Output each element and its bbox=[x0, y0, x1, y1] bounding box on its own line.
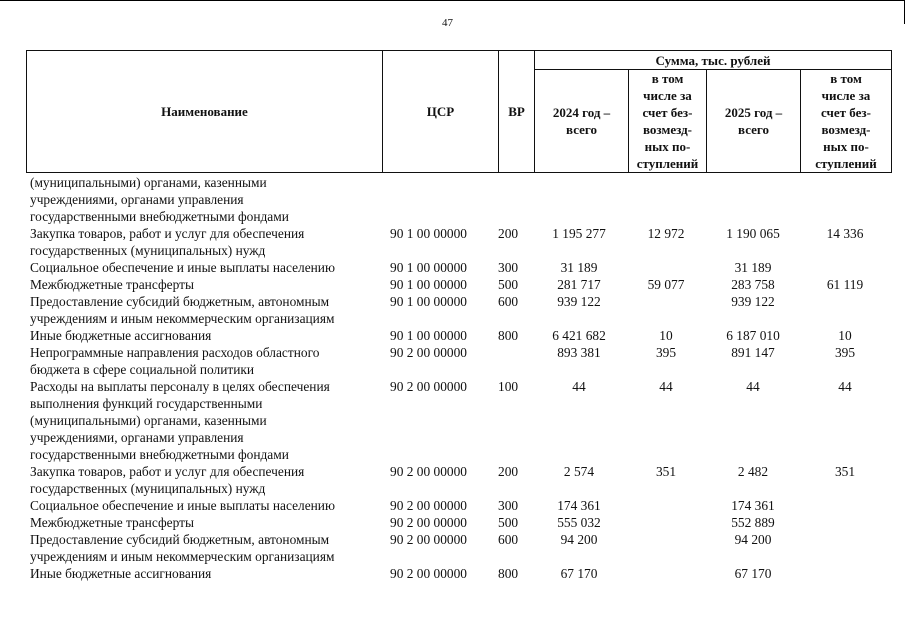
row-2024-total: 94 200 bbox=[560, 532, 598, 547]
row-2025-total: 552 889 bbox=[731, 515, 775, 530]
row-csr: 90 2 00 00000 bbox=[390, 498, 467, 513]
row-2024-total: 555 032 bbox=[557, 515, 601, 530]
page-number: 47 bbox=[442, 17, 453, 29]
table-header bbox=[26, 50, 892, 173]
row-2025-free: 395 bbox=[834, 345, 856, 360]
row-2024-free: 59 077 bbox=[647, 277, 685, 292]
row-name: Иные бюджетные ассигнования bbox=[30, 328, 212, 343]
row-name: Расходы на выплаты персоналу в целях обеспечения выполнения функций государственными (муниципальными) органами, казенными учреждениями, органами управления государственными внебюджетными фондами bbox=[30, 379, 330, 462]
row-2025-total: 2 482 bbox=[737, 464, 769, 479]
row-vr: 800 bbox=[498, 566, 519, 581]
row-vr: 200 bbox=[498, 464, 519, 479]
row-2024-total: 1 195 277 bbox=[552, 226, 606, 241]
row-2025-free: 44 bbox=[838, 379, 852, 394]
table-row bbox=[0, 259, 905, 276]
row-2025-free: 14 336 bbox=[826, 226, 864, 241]
row-vr: 500 bbox=[498, 277, 519, 292]
row-2025-total: 939 122 bbox=[731, 294, 775, 309]
table-row bbox=[0, 531, 905, 565]
header-sum-group: Сумма, тыс. рублей bbox=[535, 51, 892, 70]
row-vr: 300 bbox=[498, 260, 519, 275]
row-name: Предоставление субсидий бюджетным, автономным учреждениям и иным некоммерческим организациям bbox=[30, 294, 335, 326]
row-vr: 500 bbox=[498, 515, 519, 530]
header-2025-total: 2025 год – всего bbox=[707, 70, 801, 173]
row-2025-free: 351 bbox=[834, 464, 856, 479]
row-2024-free: 351 bbox=[655, 464, 677, 479]
row-2024-free: 395 bbox=[655, 345, 677, 360]
table-row bbox=[0, 463, 905, 497]
row-2024-total: 939 122 bbox=[557, 294, 601, 309]
row-vr: 200 bbox=[498, 226, 519, 241]
row-2025-total: 94 200 bbox=[734, 532, 772, 547]
row-2024-total: 31 189 bbox=[560, 260, 598, 275]
row-csr: 90 1 00 00000 bbox=[390, 294, 467, 309]
row-2025-total: 283 758 bbox=[731, 277, 775, 292]
header-csr: ЦСР bbox=[383, 51, 499, 173]
row-csr: 90 2 00 00000 bbox=[390, 532, 467, 547]
row-2025-total: 67 170 bbox=[734, 566, 772, 581]
row-2024-total: 281 717 bbox=[557, 277, 601, 292]
row-2024-free: 12 972 bbox=[647, 226, 685, 241]
row-name: Межбюджетные трансферты bbox=[30, 277, 194, 292]
header-2025-free: в том числе за счет без- возмезд- ных по- ступлений bbox=[801, 70, 892, 173]
row-2024-total: 2 574 bbox=[563, 464, 595, 479]
row-name: Закупка товаров, работ и услуг для обеспечения государственных (муниципальных) нужд bbox=[30, 226, 305, 258]
row-csr: 90 1 00 00000 bbox=[390, 277, 467, 292]
row-name: Предоставление субсидий бюджетным, автономным учреждениям и иным некоммерческим организациям bbox=[30, 532, 335, 564]
table-row bbox=[0, 344, 905, 378]
row-vr: 100 bbox=[498, 379, 519, 394]
row-2024-total: 174 361 bbox=[557, 498, 601, 513]
table-row bbox=[0, 378, 905, 463]
table-row bbox=[0, 174, 905, 225]
row-csr: 90 2 00 00000 bbox=[390, 345, 467, 360]
row-2024-total: 893 381 bbox=[557, 345, 601, 360]
header-vr: ВР bbox=[499, 51, 535, 173]
page-top-edge bbox=[0, 0, 905, 1]
table-body bbox=[0, 174, 905, 582]
row-name: Закупка товаров, работ и услуг для обеспечения государственных (муниципальных) нужд bbox=[30, 464, 305, 496]
row-2025-total: 174 361 bbox=[731, 498, 775, 513]
row-2024-total: 67 170 bbox=[560, 566, 598, 581]
header-name: Наименование bbox=[27, 51, 383, 173]
table-row bbox=[0, 565, 905, 582]
table-row bbox=[0, 293, 905, 327]
row-2024-total: 44 bbox=[572, 379, 586, 394]
row-csr: 90 2 00 00000 bbox=[390, 464, 467, 479]
row-2025-total: 6 187 010 bbox=[726, 328, 780, 343]
row-vr: 600 bbox=[498, 532, 519, 547]
row-csr: 90 1 00 00000 bbox=[390, 226, 467, 241]
row-2024-free: 44 bbox=[659, 379, 673, 394]
row-2024-total: 6 421 682 bbox=[552, 328, 606, 343]
row-csr: 90 1 00 00000 bbox=[390, 328, 467, 343]
row-name: Межбюджетные трансферты bbox=[30, 515, 194, 530]
row-2024-free: 10 bbox=[659, 328, 673, 343]
row-vr: 800 bbox=[498, 328, 519, 343]
header-2024-total: 2024 год – всего bbox=[535, 70, 629, 173]
row-csr: 90 2 00 00000 bbox=[390, 566, 467, 581]
row-name: Социальное обеспечение и иные выплаты населению bbox=[30, 260, 335, 275]
table-row bbox=[0, 497, 905, 514]
row-2025-total: 31 189 bbox=[734, 260, 772, 275]
row-name: Непрограммные направления расходов областного бюджета в сфере социальной политики bbox=[30, 345, 320, 377]
row-name: Социальное обеспечение и иные выплаты населению bbox=[30, 498, 335, 513]
table-row bbox=[0, 276, 905, 293]
row-csr: 90 2 00 00000 bbox=[390, 379, 467, 394]
row-vr: 600 bbox=[498, 294, 519, 309]
row-2025-total: 891 147 bbox=[731, 345, 775, 360]
row-csr: 90 1 00 00000 bbox=[390, 260, 467, 275]
table-row bbox=[0, 225, 905, 259]
row-2025-total: 1 190 065 bbox=[726, 226, 780, 241]
row-name: (муниципальными) органами, казенными учреждениями, органами управления государственными внебюджетными фондами bbox=[30, 175, 289, 224]
row-csr: 90 2 00 00000 bbox=[390, 515, 467, 530]
table-row bbox=[0, 327, 905, 344]
table-row bbox=[0, 514, 905, 531]
row-2025-total: 44 bbox=[746, 379, 760, 394]
row-name: Иные бюджетные ассигнования bbox=[30, 566, 212, 581]
row-2025-free: 10 bbox=[838, 328, 852, 343]
row-2025-free: 61 119 bbox=[826, 277, 864, 292]
header-2024-free: в том числе за счет без- возмезд- ных по- ступлений bbox=[629, 70, 707, 173]
row-vr: 300 bbox=[498, 498, 519, 513]
